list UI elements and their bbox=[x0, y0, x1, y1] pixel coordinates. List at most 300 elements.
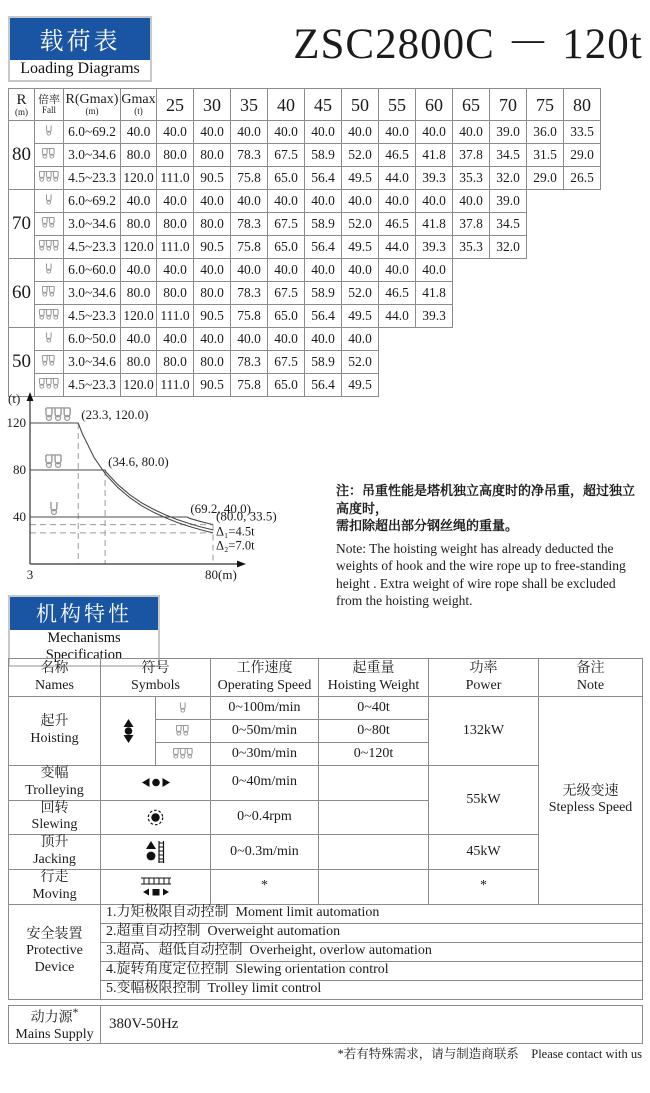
jacking-power: 45kW bbox=[429, 835, 539, 870]
trolleying-name: 变幅 Trolleying bbox=[9, 766, 101, 801]
empty-cell bbox=[564, 259, 601, 282]
protective-item: 4.旋转角度定位控制 Slewing orientation control bbox=[101, 961, 643, 980]
load-value-cell: 40.0 bbox=[416, 190, 453, 213]
curve-annotation: (80.0, 33.5) bbox=[216, 508, 277, 524]
load-value-cell: 44.0 bbox=[379, 236, 416, 259]
y-axis-arrow bbox=[27, 392, 34, 401]
load-value-cell: 111.0 bbox=[157, 167, 194, 190]
curve-annotation: (23.3, 120.0) bbox=[81, 407, 149, 422]
load-value-cell: 35.3 bbox=[453, 167, 490, 190]
load-value-cell: 32.0 bbox=[490, 236, 527, 259]
load-value-cell: 65.0 bbox=[268, 236, 305, 259]
gmax-cell: 80.0 bbox=[121, 144, 157, 167]
slewing-name: 回转 Slewing bbox=[9, 800, 101, 835]
empty-cell bbox=[453, 259, 490, 282]
col-header-fall: 倍率 Fall bbox=[35, 89, 64, 121]
hoisting-weight-1: 0~40t bbox=[319, 697, 429, 720]
load-value-cell: 75.8 bbox=[231, 305, 268, 328]
protective-row-5 bbox=[9, 980, 643, 999]
load-value-cell: 40.0 bbox=[268, 190, 305, 213]
r-gmax-cell: 3.0~34.6 bbox=[64, 282, 121, 305]
note-zh-line2: 需扣除超出部分钢丝绳的重量。 bbox=[336, 518, 519, 534]
col-header-radius-80: 80 bbox=[564, 89, 601, 121]
empty-cell bbox=[564, 236, 601, 259]
empty-cell bbox=[379, 328, 416, 351]
load-value-cell: 40.0 bbox=[342, 190, 379, 213]
loading-row-70-1 bbox=[9, 190, 601, 213]
empty-cell bbox=[490, 282, 527, 305]
load-value-cell: 40.0 bbox=[194, 259, 231, 282]
load-value-cell: 29.0 bbox=[564, 144, 601, 167]
load-value-cell: 80.0 bbox=[157, 144, 194, 167]
loading-badge-zh: 载荷表 bbox=[10, 18, 150, 60]
empty-cell bbox=[527, 259, 564, 282]
load-value-cell: 56.4 bbox=[305, 374, 342, 397]
mechanisms-spec-badge bbox=[8, 595, 160, 667]
hook-1-icon bbox=[35, 121, 64, 144]
spec-col-names: 名称 Names bbox=[9, 659, 101, 697]
load-value-cell: 39.3 bbox=[416, 305, 453, 328]
load-value-cell: 58.9 bbox=[305, 144, 342, 167]
spec-col-note: 备注 Note bbox=[539, 659, 643, 697]
empty-cell bbox=[453, 305, 490, 328]
load-value-cell: 90.5 bbox=[194, 167, 231, 190]
load-value-cell: 80.0 bbox=[194, 351, 231, 374]
curve-annotation: (69.2, 40.0) bbox=[190, 501, 252, 516]
load-value-cell: 39.3 bbox=[416, 236, 453, 259]
empty-cell bbox=[416, 374, 453, 397]
load-value-cell: 78.3 bbox=[231, 144, 268, 167]
load-value-cell: 40.0 bbox=[268, 259, 305, 282]
hook-3-icon bbox=[35, 167, 64, 190]
trolleying-speed: 0~40m/min bbox=[211, 766, 319, 801]
load-value-cell: 52.0 bbox=[342, 144, 379, 167]
r-gmax-cell: 6.0~69.2 bbox=[64, 190, 121, 213]
load-value-cell: 40.0 bbox=[231, 190, 268, 213]
col-header-radius-70: 70 bbox=[490, 89, 527, 121]
load-value-cell: 67.5 bbox=[268, 282, 305, 305]
load-value-cell: 111.0 bbox=[157, 374, 194, 397]
empty-cell bbox=[527, 213, 564, 236]
moving-name: 行走 Moving bbox=[9, 869, 101, 904]
mech-badge-en: Mechanisms Specification bbox=[45, 630, 123, 663]
single-fall-icon bbox=[156, 697, 211, 720]
hook-2-icon bbox=[35, 144, 64, 167]
hook-1-icon bbox=[35, 328, 64, 351]
loading-row-50-2 bbox=[9, 351, 601, 374]
empty-cell bbox=[379, 374, 416, 397]
empty-cell bbox=[527, 351, 564, 374]
loading-badge-en: Loading Diagrams bbox=[20, 60, 140, 77]
r-gmax-cell: 6.0~50.0 bbox=[64, 328, 121, 351]
slewing-weight bbox=[319, 800, 429, 835]
protective-row-4 bbox=[9, 961, 643, 980]
empty-cell bbox=[564, 328, 601, 351]
hoisting-speed-1: 0~100m/min bbox=[211, 697, 319, 720]
load-value-cell: 40.0 bbox=[268, 121, 305, 144]
delta-label: Δ₁=4.5t bbox=[216, 524, 255, 539]
hoisting-speed-3: 0~30m/min bbox=[211, 743, 319, 766]
empty-cell bbox=[453, 282, 490, 305]
double-fall-icon bbox=[156, 720, 211, 743]
empty-cell bbox=[527, 190, 564, 213]
r-gmax-cell: 6.0~69.2 bbox=[64, 121, 121, 144]
load-value-cell: 34.5 bbox=[490, 144, 527, 167]
load-value-cell: 40.0 bbox=[157, 121, 194, 144]
empty-cell bbox=[490, 328, 527, 351]
load-value-cell: 90.5 bbox=[194, 374, 231, 397]
hoisting-note bbox=[336, 482, 642, 610]
load-value-cell: 56.4 bbox=[305, 305, 342, 328]
protective-row-2 bbox=[9, 923, 643, 942]
load-value-cell: 40.0 bbox=[157, 328, 194, 351]
loading-row-80-2 bbox=[9, 144, 601, 167]
empty-cell bbox=[490, 259, 527, 282]
protective-item: 5.变幅极限控制 Trolley limit control bbox=[101, 980, 643, 999]
stepless-speed-note: 无级变速 Stepless Speed bbox=[539, 697, 643, 905]
empty-cell bbox=[564, 374, 601, 397]
load-value-cell: 49.5 bbox=[342, 167, 379, 190]
protective-row-1 bbox=[9, 904, 643, 923]
hoisting-weight-3: 0~120t bbox=[319, 743, 429, 766]
loading-row-50-1 bbox=[9, 328, 601, 351]
gmax-cell: 120.0 bbox=[121, 167, 157, 190]
load-value-cell: 49.5 bbox=[342, 305, 379, 328]
hook-3-icon bbox=[35, 236, 64, 259]
curve-annotation: (34.6, 80.0) bbox=[108, 454, 169, 469]
footer-contact-note: *若有特殊需求，请与制造商联系 Please contact with us bbox=[337, 1047, 642, 1061]
load-value-cell: 41.8 bbox=[416, 282, 453, 305]
load-value-cell: 49.5 bbox=[342, 374, 379, 397]
radius-label: 60 bbox=[9, 259, 35, 328]
moving-weight bbox=[319, 869, 429, 904]
jacking-icon bbox=[101, 835, 211, 870]
mains-supply-table bbox=[8, 1005, 643, 1044]
mech-badge-zh: 机构特性 bbox=[10, 597, 158, 630]
protective-item: 2.超重自动控制 Overweight automation bbox=[101, 923, 643, 942]
load-value-cell: 56.4 bbox=[305, 236, 342, 259]
load-value-cell: 41.8 bbox=[416, 144, 453, 167]
empty-cell bbox=[453, 328, 490, 351]
r-gmax-cell: 3.0~34.6 bbox=[64, 144, 121, 167]
empty-cell bbox=[416, 328, 453, 351]
load-value-cell: 40.0 bbox=[157, 259, 194, 282]
protective-item: 1.力矩极限自动控制 Moment limit automation bbox=[101, 904, 643, 923]
y-tick-label: 120 bbox=[6, 415, 26, 430]
col-header-radius-30: 30 bbox=[194, 89, 231, 121]
gmax-cell: 80.0 bbox=[121, 213, 157, 236]
empty-cell bbox=[527, 305, 564, 328]
load-value-cell: 32.0 bbox=[490, 167, 527, 190]
empty-cell bbox=[564, 282, 601, 305]
loading-table-header-row bbox=[9, 89, 601, 121]
jacking-weight bbox=[319, 835, 429, 870]
empty-cell bbox=[490, 351, 527, 374]
load-value-cell: 40.0 bbox=[342, 328, 379, 351]
load-value-cell: 78.3 bbox=[231, 213, 268, 236]
gmax-cell: 40.0 bbox=[121, 259, 157, 282]
hoisting-speed-2: 0~50m/min bbox=[211, 720, 319, 743]
load-value-cell: 65.0 bbox=[268, 374, 305, 397]
load-value-cell: 78.3 bbox=[231, 351, 268, 374]
empty-cell bbox=[564, 190, 601, 213]
load-value-cell: 40.0 bbox=[416, 259, 453, 282]
r-gmax-cell: 4.5~23.3 bbox=[64, 167, 121, 190]
load-value-cell: 40.0 bbox=[379, 190, 416, 213]
hoisting-row-1 bbox=[9, 697, 643, 720]
load-value-cell: 40.0 bbox=[268, 328, 305, 351]
trolleying-icon bbox=[101, 766, 211, 801]
load-value-cell: 40.0 bbox=[231, 121, 268, 144]
load-value-cell: 40.0 bbox=[379, 121, 416, 144]
load-value-cell: 90.5 bbox=[194, 236, 231, 259]
spec-col-power: 功率 Power bbox=[429, 659, 539, 697]
load-curve-single-fall bbox=[30, 517, 213, 525]
radius-label: 50 bbox=[9, 328, 35, 397]
load-value-cell: 40.0 bbox=[305, 121, 342, 144]
x-axis-arrow bbox=[237, 561, 246, 568]
note-zh-line1: 注：吊重性能是塔机独立高度时的净吊重，超过独立高度时， bbox=[336, 483, 636, 516]
load-value-cell: 111.0 bbox=[157, 305, 194, 328]
r-gmax-cell: 3.0~34.6 bbox=[64, 213, 121, 236]
trolley-slew-power: 55kW bbox=[429, 766, 539, 835]
empty-cell bbox=[416, 351, 453, 374]
load-value-cell: 37.8 bbox=[453, 144, 490, 167]
col-header-radius-65: 65 bbox=[453, 89, 490, 121]
gmax-cell: 80.0 bbox=[121, 351, 157, 374]
gmax-cell: 120.0 bbox=[121, 305, 157, 328]
col-header-radius: R (m) bbox=[9, 89, 35, 121]
hook-1-icon bbox=[51, 502, 57, 514]
empty-cell bbox=[527, 374, 564, 397]
protective-row-3 bbox=[9, 942, 643, 961]
empty-cell bbox=[564, 213, 601, 236]
loading-row-70-2 bbox=[9, 213, 601, 236]
jacking-name: 顶升 Jacking bbox=[9, 835, 101, 870]
load-value-cell: 39.3 bbox=[416, 167, 453, 190]
loading-diagrams-badge bbox=[8, 16, 152, 82]
load-value-cell: 29.0 bbox=[527, 167, 564, 190]
load-value-cell: 44.0 bbox=[379, 305, 416, 328]
load-value-cell: 56.4 bbox=[305, 167, 342, 190]
load-value-cell: 49.5 bbox=[342, 236, 379, 259]
load-value-cell: 80.0 bbox=[194, 144, 231, 167]
y-axis-label: (t) bbox=[8, 391, 21, 406]
load-curve-chart bbox=[0, 386, 340, 591]
load-value-cell: 75.8 bbox=[231, 167, 268, 190]
load-value-cell: 40.0 bbox=[305, 328, 342, 351]
load-value-cell: 40.0 bbox=[194, 328, 231, 351]
load-value-cell: 40.0 bbox=[231, 328, 268, 351]
r-gmax-cell: 4.5~23.3 bbox=[64, 305, 121, 328]
load-curve-double-fall bbox=[30, 470, 213, 530]
gmax-cell: 40.0 bbox=[121, 190, 157, 213]
col-header-radius-50: 50 bbox=[342, 89, 379, 121]
mains-supply-row bbox=[9, 1006, 643, 1044]
load-value-cell: 80.0 bbox=[157, 282, 194, 305]
spec-col-symbols: 符号 Symbols bbox=[101, 659, 211, 697]
gmax-cell: 120.0 bbox=[121, 236, 157, 259]
load-value-cell: 26.5 bbox=[564, 167, 601, 190]
loading-row-60-3 bbox=[9, 305, 601, 328]
page-title: ZSC2800C － 120t bbox=[293, 21, 643, 68]
load-value-cell: 35.3 bbox=[453, 236, 490, 259]
spec-col-weight: 起重量 Hoisting Weight bbox=[319, 659, 429, 697]
r-gmax-cell: 3.0~34.6 bbox=[64, 351, 121, 374]
empty-cell bbox=[490, 374, 527, 397]
delta-label: Δ₂=7.0t bbox=[216, 538, 255, 553]
empty-cell bbox=[564, 305, 601, 328]
loading-row-80-1 bbox=[9, 121, 601, 144]
load-value-cell: 39.0 bbox=[490, 190, 527, 213]
loading-row-60-2 bbox=[9, 282, 601, 305]
col-header-radius-55: 55 bbox=[379, 89, 416, 121]
load-value-cell: 33.5 bbox=[564, 121, 601, 144]
col-header-gmax: Gmax (t) bbox=[121, 89, 157, 121]
hook-1-icon bbox=[35, 190, 64, 213]
slewing-speed: 0~0.4rpm bbox=[211, 800, 319, 835]
hook-2-icon bbox=[35, 213, 64, 236]
y-tick-label: 80 bbox=[13, 462, 26, 477]
load-value-cell: 46.5 bbox=[379, 282, 416, 305]
moving-speed: * bbox=[211, 869, 319, 904]
protective-item: 3.超高、超低自动控制 Overheight, overlow automation bbox=[101, 942, 643, 961]
load-value-cell: 40.0 bbox=[157, 190, 194, 213]
slewing-icon bbox=[101, 800, 211, 835]
load-value-cell: 80.0 bbox=[157, 213, 194, 236]
load-value-cell: 40.0 bbox=[342, 259, 379, 282]
y-tick-label: 40 bbox=[13, 509, 26, 524]
load-value-cell: 90.5 bbox=[194, 305, 231, 328]
load-value-cell: 65.0 bbox=[268, 305, 305, 328]
load-value-cell: 40.0 bbox=[342, 121, 379, 144]
mains-supply-value: 380V-50Hz bbox=[101, 1006, 643, 1044]
load-value-cell: 41.8 bbox=[416, 213, 453, 236]
load-value-cell: 36.0 bbox=[527, 121, 564, 144]
radius-label: 70 bbox=[9, 190, 35, 259]
col-header-radius-35: 35 bbox=[231, 89, 268, 121]
empty-cell bbox=[490, 305, 527, 328]
gmax-cell: 40.0 bbox=[121, 328, 157, 351]
load-value-cell: 40.0 bbox=[231, 259, 268, 282]
load-value-cell: 40.0 bbox=[453, 190, 490, 213]
col-header-radius-60: 60 bbox=[416, 89, 453, 121]
load-value-cell: 80.0 bbox=[194, 282, 231, 305]
jacking-speed: 0~0.3m/min bbox=[211, 835, 319, 870]
r-gmax-cell: 6.0~60.0 bbox=[64, 259, 121, 282]
gmax-cell: 120.0 bbox=[121, 374, 157, 397]
hook-2-icon bbox=[46, 455, 61, 467]
col-header-radius-75: 75 bbox=[527, 89, 564, 121]
moving-icon bbox=[101, 869, 211, 904]
load-value-cell: 37.8 bbox=[453, 213, 490, 236]
load-value-cell: 46.5 bbox=[379, 213, 416, 236]
load-value-cell: 111.0 bbox=[157, 236, 194, 259]
load-value-cell: 31.5 bbox=[527, 144, 564, 167]
hoisting-weight-2: 0~80t bbox=[319, 720, 429, 743]
load-value-cell: 40.0 bbox=[305, 259, 342, 282]
note-en: Note: The hoisting weight has already deducted the weights of hook and the wire rope up to free-standing height . Extra weight of wire rope shall be excluded from the hoisting weight. bbox=[336, 540, 626, 609]
r-gmax-cell: 4.5~23.3 bbox=[64, 374, 121, 397]
load-value-cell: 40.0 bbox=[194, 190, 231, 213]
load-value-cell: 40.0 bbox=[305, 190, 342, 213]
load-value-cell: 75.8 bbox=[231, 374, 268, 397]
load-value-cell: 67.5 bbox=[268, 351, 305, 374]
load-value-cell: 80.0 bbox=[194, 213, 231, 236]
hoisting-icon bbox=[101, 697, 156, 766]
load-value-cell: 52.0 bbox=[342, 351, 379, 374]
hook-3-icon bbox=[35, 305, 64, 328]
load-value-cell: 46.5 bbox=[379, 144, 416, 167]
empty-cell bbox=[564, 351, 601, 374]
empty-cell bbox=[527, 236, 564, 259]
hoisting-power: 132kW bbox=[429, 697, 539, 766]
col-header-radius-40: 40 bbox=[268, 89, 305, 121]
r-gmax-cell: 4.5~23.3 bbox=[64, 236, 121, 259]
load-value-cell: 58.9 bbox=[305, 351, 342, 374]
load-value-cell: 65.0 bbox=[268, 167, 305, 190]
loading-row-80-3 bbox=[9, 167, 601, 190]
load-value-cell: 75.8 bbox=[231, 236, 268, 259]
load-value-cell: 58.9 bbox=[305, 282, 342, 305]
loading-row-70-3 bbox=[9, 236, 601, 259]
load-value-cell: 40.0 bbox=[416, 121, 453, 144]
empty-cell bbox=[453, 374, 490, 397]
hook-3-icon bbox=[46, 408, 70, 420]
empty-cell bbox=[453, 351, 490, 374]
load-value-cell: 52.0 bbox=[342, 282, 379, 305]
load-value-cell: 58.9 bbox=[305, 213, 342, 236]
col-header-rgmax: R(Gmax) (m) bbox=[64, 89, 121, 121]
gmax-cell: 80.0 bbox=[121, 282, 157, 305]
loading-capacity-table bbox=[8, 88, 601, 397]
load-value-cell: 40.0 bbox=[379, 259, 416, 282]
empty-cell bbox=[527, 328, 564, 351]
load-curve-triple-fall bbox=[30, 423, 213, 533]
load-value-cell: 44.0 bbox=[379, 167, 416, 190]
hook-2-icon bbox=[35, 282, 64, 305]
load-value-cell: 67.5 bbox=[268, 213, 305, 236]
load-value-cell: 40.0 bbox=[194, 121, 231, 144]
empty-cell bbox=[379, 351, 416, 374]
col-header-radius-45: 45 bbox=[305, 89, 342, 121]
spec-header-row bbox=[9, 659, 643, 697]
mechanisms-spec-table bbox=[8, 658, 643, 1000]
empty-cell bbox=[527, 282, 564, 305]
triple-fall-icon bbox=[156, 743, 211, 766]
load-value-cell: 67.5 bbox=[268, 144, 305, 167]
moving-power: * bbox=[429, 869, 539, 904]
hoisting-name: 起升 Hoisting bbox=[9, 697, 101, 766]
hook-1-icon bbox=[35, 259, 64, 282]
x-origin-label: 3 bbox=[26, 567, 34, 582]
load-value-cell: 52.0 bbox=[342, 213, 379, 236]
hook-2-icon bbox=[35, 351, 64, 374]
protective-device-name: 安全装置 Protective Device bbox=[9, 904, 101, 999]
loading-row-60-1 bbox=[9, 259, 601, 282]
load-value-cell: 39.0 bbox=[490, 121, 527, 144]
load-value-cell: 80.0 bbox=[157, 351, 194, 374]
trolleying-weight bbox=[319, 766, 429, 801]
spec-col-speed: 工作速度 Operating Speed bbox=[211, 659, 319, 697]
mains-supply-name: 动力源* Mains Supply bbox=[9, 1006, 101, 1044]
gmax-cell: 40.0 bbox=[121, 121, 157, 144]
col-header-radius-25: 25 bbox=[157, 89, 194, 121]
load-value-cell: 78.3 bbox=[231, 282, 268, 305]
load-value-cell: 34.5 bbox=[490, 213, 527, 236]
load-value-cell: 40.0 bbox=[453, 121, 490, 144]
x-end-label: 80(m) bbox=[205, 567, 237, 582]
